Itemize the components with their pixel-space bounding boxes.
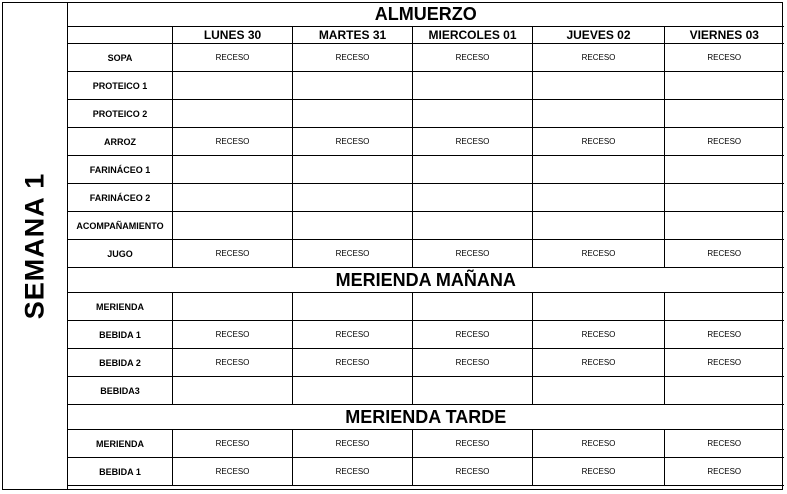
day-header-corner [68, 27, 173, 44]
menu-cell [533, 156, 665, 184]
menu-cell [665, 72, 784, 100]
menu-cell [665, 156, 784, 184]
day-header-row [68, 27, 784, 44]
menu-cell: RECESO [533, 458, 665, 486]
table-row [68, 44, 784, 72]
menu-cell: RECESO [413, 44, 533, 72]
menu-cell: RECESO [173, 321, 293, 349]
menu-cell [533, 293, 665, 321]
menu-cell: RECESO [533, 321, 665, 349]
menu-cell [665, 377, 784, 405]
table-row [68, 349, 784, 377]
menu-cell [665, 212, 784, 240]
section-header-row [68, 2, 784, 27]
menu-cell [533, 184, 665, 212]
menu-cell: RECESO [173, 240, 293, 268]
menu-cell [413, 212, 533, 240]
section-header-row [68, 268, 784, 293]
menu-cell: RECESO [533, 349, 665, 377]
menu-cell [293, 293, 413, 321]
menu-cell: RECESO [173, 430, 293, 458]
menu-cell: RECESO [413, 240, 533, 268]
menu-cell [173, 184, 293, 212]
menu-cell: RECESO [293, 128, 413, 156]
row-label: JUGO [68, 240, 173, 268]
menu-cell [533, 100, 665, 128]
menu-cell: RECESO [413, 349, 533, 377]
menu-cell: RECESO [173, 458, 293, 486]
menu-cell [413, 293, 533, 321]
row-label: BEBIDA 1 [68, 458, 173, 486]
menu-cell: RECESO [293, 458, 413, 486]
menu-cell: RECESO [665, 458, 784, 486]
table-row [68, 72, 784, 100]
menu-cell [533, 377, 665, 405]
menu-cell: RECESO [665, 430, 784, 458]
menu-cell [413, 72, 533, 100]
menu-cell: RECESO [173, 44, 293, 72]
menu-cell [293, 377, 413, 405]
row-label: SOPA [68, 44, 173, 72]
menu-cell [665, 293, 784, 321]
day-header: JUEVES 02 [533, 27, 665, 44]
table-row [68, 156, 784, 184]
menu-cell: RECESO [533, 240, 665, 268]
row-label: ACOMPAÑAMIENTO [68, 212, 173, 240]
day-header: MIERCOLES 01 [413, 27, 533, 44]
menu-cell: RECESO [665, 240, 784, 268]
day-header: LUNES 30 [173, 27, 293, 44]
menu-cell: RECESO [293, 44, 413, 72]
section-title: ALMUERZO [68, 2, 784, 27]
table-row [68, 321, 784, 349]
week-cell [2, 2, 68, 490]
row-label: MERIENDA [68, 293, 173, 321]
menu-table [67, 2, 784, 486]
row-label: BEBIDA 1 [68, 321, 173, 349]
table-row [68, 458, 784, 486]
section-header-row [68, 405, 784, 430]
menu-cell [173, 212, 293, 240]
menu-cell: RECESO [413, 430, 533, 458]
row-label: BEBIDA3 [68, 377, 173, 405]
week-label: SEMANA 1 [19, 172, 49, 320]
menu-cell: RECESO [533, 44, 665, 72]
menu-cell [173, 377, 293, 405]
menu-cell [413, 100, 533, 128]
day-header: VIERNES 03 [665, 27, 784, 44]
row-label: MERIENDA [68, 430, 173, 458]
day-header: MARTES 31 [293, 27, 413, 44]
section-title: MERIENDA TARDE [68, 405, 784, 430]
menu-cell: RECESO [293, 240, 413, 268]
row-label: ARROZ [68, 128, 173, 156]
table-row [68, 100, 784, 128]
menu-cell [413, 377, 533, 405]
menu-cell: RECESO [293, 321, 413, 349]
menu-cell [293, 156, 413, 184]
row-label: PROTEICO 2 [68, 100, 173, 128]
menu-cell: RECESO [173, 349, 293, 377]
menu-cell [173, 156, 293, 184]
table-row [68, 212, 784, 240]
menu-cell: RECESO [533, 430, 665, 458]
table-row [68, 377, 784, 405]
menu-cell [665, 100, 784, 128]
table-row [68, 240, 784, 268]
row-label: BEBIDA 2 [68, 349, 173, 377]
menu-cell: RECESO [293, 430, 413, 458]
menu-cell [533, 72, 665, 100]
table-row [68, 184, 784, 212]
menu-cell: RECESO [665, 44, 784, 72]
menu-cell [413, 156, 533, 184]
menu-cell [293, 184, 413, 212]
row-label: PROTEICO 1 [68, 72, 173, 100]
menu-cell: RECESO [665, 349, 784, 377]
table-row [68, 430, 784, 458]
menu-cell [173, 100, 293, 128]
menu-cell [665, 184, 784, 212]
menu-cell [173, 72, 293, 100]
menu-cell: RECESO [533, 128, 665, 156]
menu-cell [533, 212, 665, 240]
menu-cell: RECESO [665, 321, 784, 349]
menu-cell: RECESO [413, 458, 533, 486]
menu-cell [293, 100, 413, 128]
row-label: FARINÁCEO 1 [68, 156, 173, 184]
table-row [68, 293, 784, 321]
menu-cell: RECESO [665, 128, 784, 156]
menu-cell: RECESO [293, 349, 413, 377]
row-label: FARINÁCEO 2 [68, 184, 173, 212]
menu-cell [293, 72, 413, 100]
menu-cell: RECESO [173, 128, 293, 156]
menu-cell: RECESO [413, 321, 533, 349]
menu-cell [293, 212, 413, 240]
menu-cell [173, 293, 293, 321]
menu-cell [413, 184, 533, 212]
table-row [68, 128, 784, 156]
menu-cell: RECESO [413, 128, 533, 156]
section-title: MERIENDA MAÑANA [68, 268, 784, 293]
